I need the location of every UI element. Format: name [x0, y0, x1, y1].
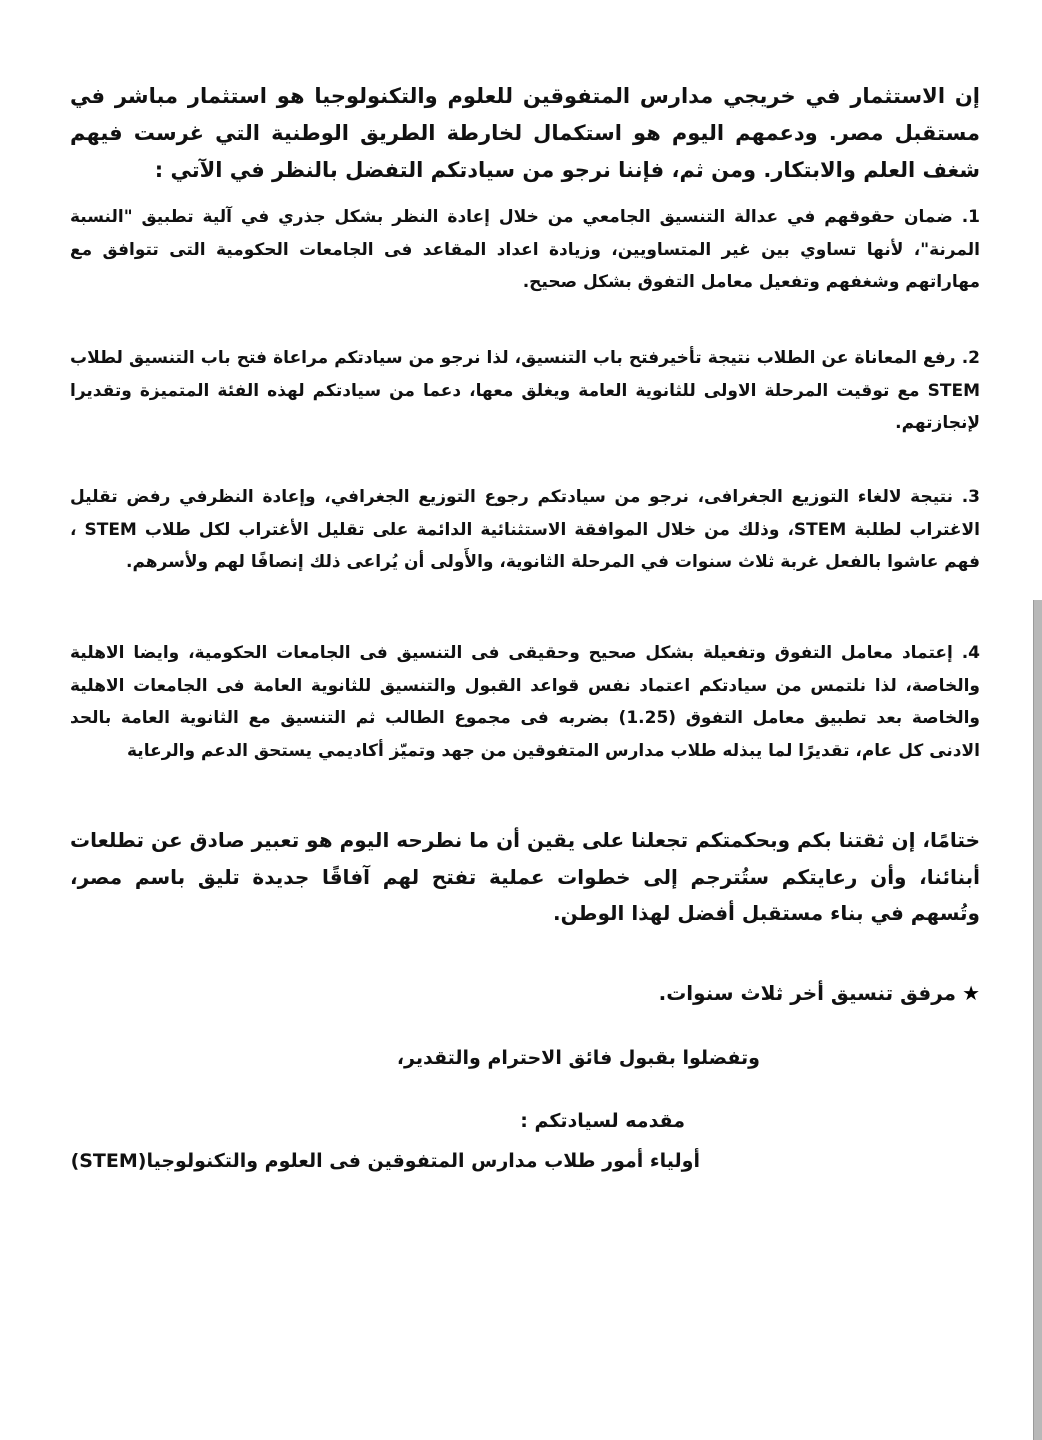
regards-line: وتفضلوا بقبول فائق الاحترام والتقدير، — [396, 1047, 760, 1069]
request-item-4-text: إعتماد معامل التفوق وتفعيلة بشكل صحيح وحقيقى فى التنسيق فى الجامعات الحكومية، وايضا الاهلية والخاصة، لذا نلتمس من سيادتكم اعتماد نفس قواعد القبول والتنسيق للثانوية العامة فى الجامعات الاهلية والخاصة بعد تطبيق معامل التفوق (1.25) بضربه فى مجموع الطالب ثم التنسيق مع الثانوية العامة بالحد الادنى كل عام، تقديرًا لما يبذله طلاب مدارس المتفوقين من جهد وتميّز أكاديمي يستحق الدعم والرعاية — [70, 643, 981, 761]
request-item-2 — [70, 342, 980, 440]
closing-paragraph: ختامًا، إن ثقتنا بكم وبحكمتكم تجعلنا على يقين أن ما نطرحه اليوم هو تعبير صادق عن تطلعات أبنائنا، وأن رعايتكم ستُترجم إلى خطوات عملية تفتح لهم آفاقًا جديدة تليق باسم مصر، وتُسهم في بناء مستقبل أفضل لهذا الوطن. — [70, 828, 980, 925]
attachment-note — [200, 975, 980, 1011]
signatory-line: أولياء أمور طلاب مدارس المتفوقين فى العلوم والتكنولوجيا(STEM) — [70, 1150, 700, 1172]
request-item-3-text: نتيجة لالغاء التوزيع الجغرافى، نرجو من سيادتكم رجوع التوزيع الجغرافي، وإعادة النظرفي رفض تقليل الاغتراب لطلبة STEM، وذلك من خلال الموافقة الاستثنائية الدائمة على تقليل الأغتراب لكل طلاب STEM ، فهم عاشوا بالفعل غربة ثلاث سنوات في المرحلة الثانوية، والأَولى أن يُراعى ذلك إنصافًا لهم ولأسرهم. — [70, 487, 980, 572]
intro-paragraph: إن الاستثمار في خريجي مدارس المتفوقين للعلوم والتكنولوجيا هو استثمار مباشر في مستقبل مصر. ودعمهم اليوم هو استكمال لخارطة الطريق الوطنية التي غرست فيهم شغف العلم والابتكار. ومن ثم، فإننا نرجو من سيادتكم التفضل بالنظر في الآتي : — [70, 84, 980, 182]
request-item-2-text: رفع المعاناة عن الطلاب نتيجة تأخيرفتح باب التنسيق، لذا نرجو من سيادتكم مراعاة فتح باب التنسيق لطلاب STEM مع توقيت المرحلة الاولى للثانوية العامة ويغلق معها، دعما من سيادتكم لهذه الفئة المتميزة وتقديرا لإنجازتهم. — [70, 348, 980, 433]
request-item-1-number: 1. — [961, 207, 981, 227]
request-item-4 — [70, 637, 980, 767]
request-item-3-number: 3. — [961, 487, 980, 507]
star-icon: ★ — [962, 981, 980, 1005]
request-item-2-number: 2. — [961, 348, 981, 368]
request-item-1 — [70, 201, 980, 299]
vertical-scrollbar[interactable] — [1033, 600, 1042, 1440]
request-item-3 — [70, 481, 980, 579]
request-item-4-number: 4. — [961, 643, 980, 663]
attachment-text: مرفق تنسيق أخر ثلاث سنوات. — [658, 981, 957, 1005]
request-item-1-text: ضمان حقوقهم في عدالة التنسيق الجامعي من خلال إعادة النظر بشكل جذري في آلية تطبيق "النسبة المرنة"، لأنها تساوي بين غير المتساويين، وزيادة اعداد المقاعد فى الجامعات الحكومية التى تتوافق مع مهاراتهم وشغفهم وتفعيل معامل التفوق بشكل صحيح. — [70, 207, 980, 292]
submitted-label: مقدمه لسيادتكم : — [520, 1110, 685, 1132]
